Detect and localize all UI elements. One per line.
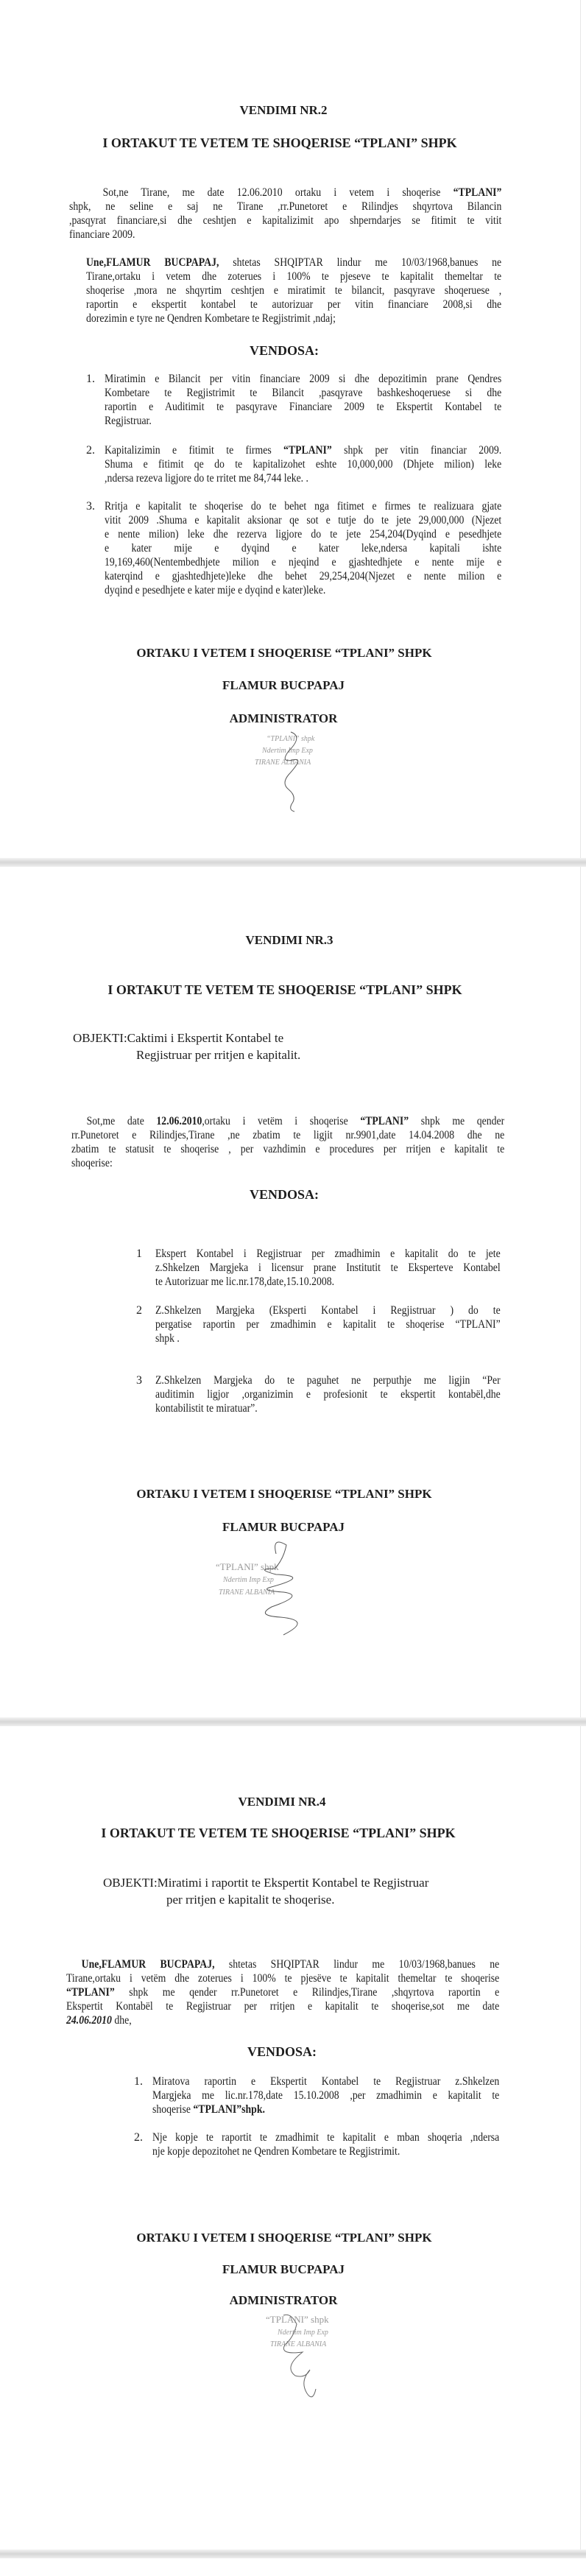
text-run: shoqerise: — [71, 1157, 113, 1169]
text-run: Tirane,ortaku i vetem dhe zoterues i 100% te pjeseve te kapitalit themeltar te — [86, 270, 502, 283]
text-run: e kater mije e dyqind e kater leke,ndersa kapitali ishte — [105, 542, 502, 555]
text-line — [86, 312, 501, 325]
stamp-line-3: TIRANE ALBANIA — [270, 2340, 327, 2348]
text-run: Regjistruar. — [105, 415, 152, 427]
text-line — [155, 1317, 501, 1331]
stamp-line-1: “TPLANI” shpk — [216, 1561, 279, 1572]
item-number: 2. — [134, 2131, 143, 2144]
text-line — [155, 1261, 501, 1275]
bold-text-run: “TPLANI” — [66, 1986, 115, 1999]
item-number: 1 — [136, 1247, 142, 1260]
bold-text-run: “TPLANI” — [283, 444, 332, 457]
text-run: Miratova raportin e Ekspertit Kontabel te Regjistruar z.Shkelzen — [152, 2075, 500, 2088]
text-run: Z.Shkelzen Margjeka (Eksperti Kontabel i Regjistruar ) do te — [155, 1304, 501, 1317]
subject-line: Regjistruar per rritjen e kapitalit. — [136, 1048, 301, 1062]
item-number: 2 — [136, 1304, 142, 1317]
text-run: e nente milion) leke dhe rezerva ligjore do te jete 254,204(Dyqind e pesedhjete — [105, 528, 502, 541]
decision-subtitle: I ORTAKUT TE VETEM TE SHOQERISE “TPLANI” SHPK — [107, 982, 462, 997]
text-line — [105, 569, 501, 583]
text-run: Ekspertit Kontabël te Regjistruar per rritjen e kapitalit te shoqerise,sot me date — [66, 2000, 500, 2013]
text-line — [152, 2144, 499, 2158]
text-run: Kombetare te Regjistrimit te Bilancit ,pasqyrave bashkeshoqeruese si dhe — [105, 387, 502, 399]
text-line — [105, 414, 501, 428]
stamp-line-3: TIRANE ALBANIA — [219, 1588, 275, 1597]
closing-name: FLAMUR BUCPAPAJ — [222, 1520, 345, 1534]
company-stamp-signature — [261, 2312, 372, 2412]
vendosa-heading: VENDOSA: — [249, 1187, 319, 1202]
item-number: 3 — [136, 1374, 142, 1387]
text-line — [86, 298, 501, 312]
text-run: shpk, ne seline e saj ne Tirane ,rr.Punetoret e Rilindjes shqyrtova Bilancin — [69, 200, 502, 213]
company-stamp-signature — [250, 731, 361, 815]
text-run: Nje kopje te raportit te zmadhimit te kapitalit e mban shoqeria ,ndersa — [152, 2131, 500, 2144]
bold-text-run: “TPLANI” — [360, 1115, 409, 1127]
page-separator — [0, 1717, 586, 1726]
text-line — [155, 1303, 501, 1317]
text-run: Tirane,ortaku i vetëm dhe zoterues i 100% te pjesëve te kapitalit themeltar te shoqerise — [66, 1972, 500, 1985]
bold-text-run: “TPLANI”shpk. — [193, 2103, 265, 2116]
item-number: 2. — [86, 444, 95, 457]
text-run: dhe, — [111, 2014, 132, 2027]
text-line — [152, 2088, 499, 2102]
item-text — [152, 2074, 499, 2116]
text-line — [69, 228, 501, 242]
decision-heading: VENDIMI NR.2 — [239, 103, 328, 117]
item-number: 3. — [86, 500, 95, 513]
stamp-line-2: Ndertim Imp Exp — [262, 747, 313, 755]
item-text — [155, 1247, 501, 1289]
text-run: kontabilistit te miratuar”. — [155, 1402, 258, 1415]
text-run: financiare 2009. — [69, 228, 135, 241]
text-line — [69, 186, 501, 200]
stamp-line-3: TIRANE ALBANIA — [255, 759, 311, 767]
closing-name: FLAMUR BUCPAPAJ — [222, 2262, 345, 2276]
intro-paragraph — [71, 1114, 504, 1170]
text-run: dorezimin e tyre ne Qendren Kombetare te Regjistrimit ,ndaj; — [86, 312, 336, 325]
text-line — [86, 256, 501, 270]
text-line — [71, 1128, 504, 1142]
text-run: nje kopje depozitohet ne Qendren Kombetare te Regjistrimit. — [152, 2145, 400, 2158]
page-separator — [0, 2549, 586, 2558]
text-run: ,ortaku i vetëm i shoqerise — [202, 1115, 361, 1127]
text-run: shpk . — [155, 1332, 180, 1345]
text-run: Z.Shkelzen Margjeka do te paguhet ne perputhje me ligjin “Per — [155, 1374, 501, 1387]
stamp-line-1: “TPLANI” shpk — [266, 2314, 329, 2325]
text-line — [155, 1401, 501, 1415]
text-line — [105, 583, 501, 597]
text-run: vitit 2009 .Shuma e kapitalit aksionar qe sot e tutje do te jete 29,000,000 (Njezet — [105, 514, 502, 527]
bold-text-run: 12.06.2010 — [156, 1115, 202, 1127]
text-run: zbatim te statusit te shoqerise , per vazhdimin e procedures per rritjen e kapitalit te — [71, 1143, 505, 1155]
item-text — [105, 443, 501, 485]
text-line — [155, 1373, 501, 1387]
text-run: ,ndersa rezeva ligjore do te rritet me 84,744 leke. . — [105, 472, 309, 485]
item-number: 1. — [86, 373, 95, 385]
page-edge — [580, 867, 581, 1717]
text-line — [105, 555, 501, 569]
text-run: auditimin ligjor ,organizimin e profesionit te ekspertit kontabël,dhe — [155, 1388, 501, 1401]
page-edge — [580, 1726, 581, 2549]
decision-subtitle: I ORTAKUT TE VETEM TE SHOQERISE “TPLANI” SHPK — [102, 136, 457, 150]
closing-company: ORTAKU I VETEM I SHOQERISE “TPLANI” SHPK — [136, 1487, 432, 1501]
subject-line: OBJEKTI:Miratimi i raportit te Ekspertit Kontabel te Regjistruar — [103, 1876, 429, 1890]
closing-role: ADMINISTRATOR — [229, 2293, 338, 2307]
text-run: shoqerise ,mora ne shqyrtim ceshtjen e miratimit te bilancit, pasqyrave shoqeruese , — [86, 284, 502, 297]
text-line — [69, 200, 501, 214]
text-run: raportin e ekspertit kontabel te autorizuar per vitin financiare 2008,si dhe — [86, 298, 502, 311]
page-edge — [580, 0, 581, 858]
text-run: katerqind e gjashtedhjete)leke dhe behet 29,254,204(Njezet e nente milion e — [105, 570, 502, 583]
bold-text-run: “TPLANI” — [453, 186, 502, 199]
text-run: Ekspert Kontabel i Regjistruar per zmadhimin e kapitalit do te jete — [155, 1247, 501, 1260]
text-line — [69, 214, 501, 228]
closing-name: FLAMUR BUCPAPAJ — [222, 678, 345, 692]
stamp-line-1: “TPLANI” shpk — [266, 735, 315, 743]
text-run: Rritja e kapitalit te shoqerise do te behet nga fitimet e firmes te realizuara gjate — [105, 500, 502, 513]
text-line — [105, 443, 501, 457]
item-text — [105, 372, 501, 428]
item-text — [152, 2130, 499, 2158]
decision-heading: VENDIMI NR.3 — [245, 933, 333, 947]
text-line — [105, 400, 501, 414]
page-separator — [0, 858, 586, 867]
item-text — [105, 499, 501, 597]
closing-company: ORTAKU I VETEM I SHOQERISE “TPLANI” SHPK — [136, 646, 432, 660]
text-run: shtetas SHQIPTAR lindur me 10/03/1968,banues ne — [214, 1958, 500, 1971]
decision-subtitle: I ORTAKUT TE VETEM TE SHOQERISE “TPLANI” SHPK — [101, 1826, 456, 1840]
text-run: shoqerise — [152, 2103, 194, 2116]
subject-line: per rritjen e kapitalit te shoqerise. — [166, 1893, 335, 1907]
bold-italic-text-run: 24.06.2010 — [66, 2014, 112, 2027]
text-line — [86, 284, 501, 298]
item-number: 1. — [134, 2075, 143, 2088]
text-run: pergatise raportin per zmadhimin e kapitalit te shoqerise “TPLANI” — [155, 1318, 501, 1331]
signature-icon — [285, 732, 298, 812]
closing-company: ORTAKU I VETEM I SHOQERISE “TPLANI” SHPK — [136, 2231, 432, 2245]
text-line — [105, 386, 501, 400]
text-line — [66, 1957, 499, 1971]
text-line — [152, 2074, 499, 2088]
text-line — [152, 2130, 499, 2144]
declaration-paragraph — [66, 1957, 499, 2027]
item-text — [155, 1303, 501, 1345]
bold-text-run: Une,FLAMUR BUCPAPAJ, — [86, 256, 219, 269]
subject-line: OBJEKTI:Caktimi i Ekspertit Kontabel te — [73, 1031, 284, 1045]
text-line — [66, 1971, 499, 1985]
text-line — [105, 471, 501, 485]
text-line — [105, 499, 501, 513]
text-run: Sot,me date — [86, 1115, 157, 1127]
text-line — [66, 1999, 499, 2013]
text-line — [86, 270, 501, 284]
text-run: shpk me qender rr.Punetoret e Rilindjes,Tirane ,shqyrtova raportin e — [114, 1986, 500, 1999]
text-run: te Autorizuar me lic.nr.178,date,15.10.2008. — [155, 1275, 335, 1288]
text-run: Kapitalizimin e fitimit te firmes — [105, 444, 284, 457]
text-run: Shuma e fitimit qe do te kapitalizohet eshte 10,000,000 (Dhjete milion) leke — [105, 458, 502, 471]
vendosa-heading: VENDOSA: — [247, 2044, 317, 2059]
text-line — [105, 513, 501, 527]
text-line — [71, 1114, 504, 1128]
text-line — [105, 457, 501, 471]
text-run: Margjeka me lic.nr.178,date 15.10.2008 ,per zmadhimin e kapitalit te — [152, 2089, 500, 2102]
text-line — [66, 2013, 499, 2027]
text-line — [155, 1247, 501, 1261]
text-run: shpk per vitin financiar 2009. — [331, 444, 502, 457]
text-run: Sot,ne Tirane, me date 12.06.2010 ortaku i vetem i shoqerise — [102, 186, 453, 199]
closing-role: ADMINISTRATOR — [229, 711, 338, 725]
text-line — [152, 2102, 499, 2116]
bold-text-run: Une,FLAMUR BUCPAPAJ, — [81, 1958, 215, 1971]
text-line — [155, 1331, 501, 1345]
text-run: raportin e Auditimit te pasqyrave Financiare 2009 te Ekspertit Kontabel te — [105, 401, 502, 413]
intro-paragraph — [69, 186, 501, 242]
text-run: ,pasqyrat financiare,si dhe ceshtjen e kapitalizimit apo shperndarjes se fitimit te vitit — [69, 214, 502, 227]
text-line — [105, 527, 501, 541]
declaration-paragraph — [86, 256, 501, 325]
text-run: rr.Punetoret e Rilindjes,Tirane ,ne zbatim te ligjit nr.9901,date 14.04.2008 dhe ne — [71, 1129, 505, 1141]
text-line — [66, 1985, 499, 1999]
stamp-line-2: Ndertim Imp Exp — [223, 1576, 274, 1584]
decision-heading: VENDIMI NR.4 — [238, 1795, 326, 1809]
text-line — [71, 1142, 504, 1156]
vendosa-heading: VENDOSA: — [249, 343, 319, 358]
text-line — [105, 372, 501, 386]
text-line — [155, 1275, 501, 1289]
text-line — [155, 1387, 501, 1401]
text-run: shpk me qender — [409, 1115, 505, 1127]
text-run: shtetas SHQIPTAR lindur me 10/03/1968,banues ne — [219, 256, 502, 269]
text-run: z.Shkelzen Margjeka i licensur prane Institutit te Eksperteve Kontabel — [155, 1261, 501, 1274]
text-run: dyqind e pesedhjete e kater mije e dyqind e kater)leke. — [105, 584, 326, 597]
stamp-line-2: Ndertim Imp Exp — [278, 2329, 328, 2337]
text-run: 19,169,460(Nentembedhjete milion e njeqind e gjashtedhjete e nente mije e — [105, 556, 502, 569]
text-run: Miratimin e Bilancit per vitin financiare 2009 si dhe depozitimin prane Qendres — [105, 373, 502, 385]
text-line — [71, 1156, 504, 1170]
text-line — [105, 541, 501, 555]
signature-icon — [283, 2315, 316, 2397]
item-text — [155, 1373, 501, 1415]
company-stamp-signature — [210, 1539, 342, 1642]
